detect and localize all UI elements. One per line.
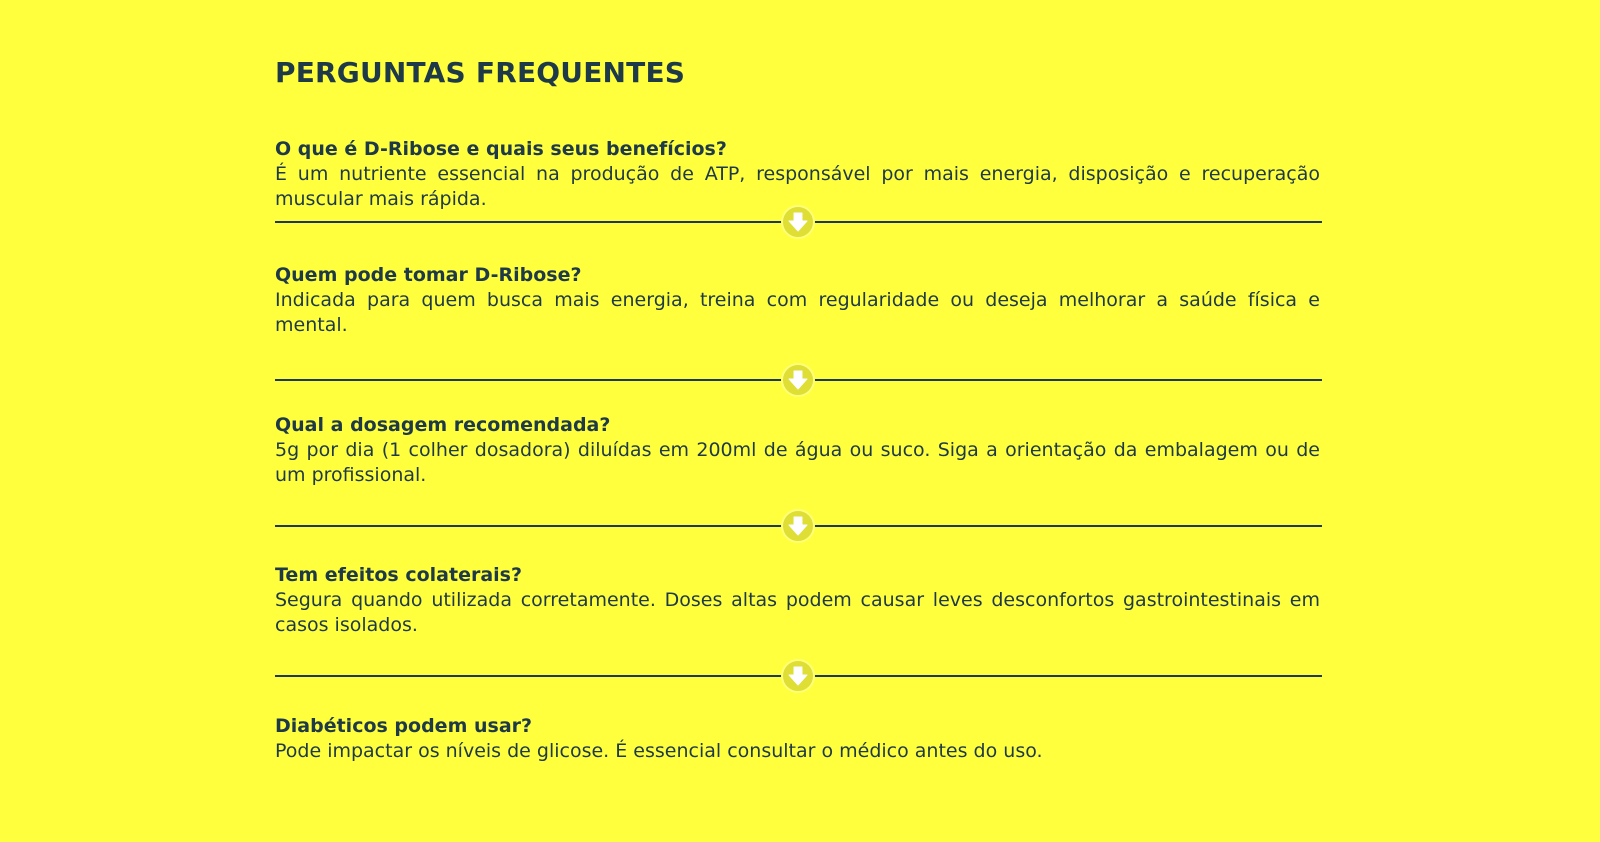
faq-answer: Segura quando utilizada corretamente. Doses altas podem causar leves desconfortos gastrointestinais em casos isolados. <box>275 589 1320 636</box>
expand-toggle-button[interactable] <box>781 659 815 693</box>
faq-question[interactable]: Diabéticos podem usar? <box>275 715 533 737</box>
expand-toggle-button[interactable] <box>781 205 815 239</box>
faq-item[interactable] <box>275 412 1320 488</box>
faq-answer: É um nutriente essencial na produção de ATP, responsável por mais energia, disposição e recuperação muscular mais rápida. <box>275 163 1320 210</box>
faq-title: PERGUNTAS FREQUENTES <box>275 56 686 89</box>
faq-divider <box>275 202 1322 242</box>
faq-answer: 5g por dia (1 colher dosadora) diluídas em 200ml de água ou suco. Siga a orientação da embalagem ou de um profissional. <box>275 439 1320 486</box>
faq-answer: Indicada para quem busca mais energia, treina com regularidade ou deseja melhorar a saúde física e mental. <box>275 289 1320 336</box>
arrow-down-icon <box>786 514 810 538</box>
faq-divider <box>275 656 1322 696</box>
faq-item[interactable] <box>275 562 1320 638</box>
faq-item[interactable] <box>275 136 1320 212</box>
faq-divider <box>275 506 1322 546</box>
expand-toggle-button[interactable] <box>781 509 815 543</box>
arrow-down-icon <box>786 210 810 234</box>
faq-answer: Pode impactar os níveis de glicose. É essencial consultar o médico antes do uso. <box>275 740 1043 762</box>
faq-item[interactable] <box>275 262 1320 338</box>
faq-item[interactable] <box>275 713 1320 764</box>
expand-toggle-button[interactable] <box>781 363 815 397</box>
arrow-down-icon <box>786 664 810 688</box>
faq-question[interactable]: Qual a dosagem recomendada? <box>275 414 611 436</box>
faq-divider <box>275 360 1322 400</box>
faq-question[interactable]: Tem efeitos colaterais? <box>275 564 522 586</box>
faq-question[interactable]: O que é D-Ribose e quais seus benefícios? <box>275 138 727 160</box>
arrow-down-icon <box>786 368 810 392</box>
faq-question[interactable]: Quem pode tomar D-Ribose? <box>275 264 582 286</box>
